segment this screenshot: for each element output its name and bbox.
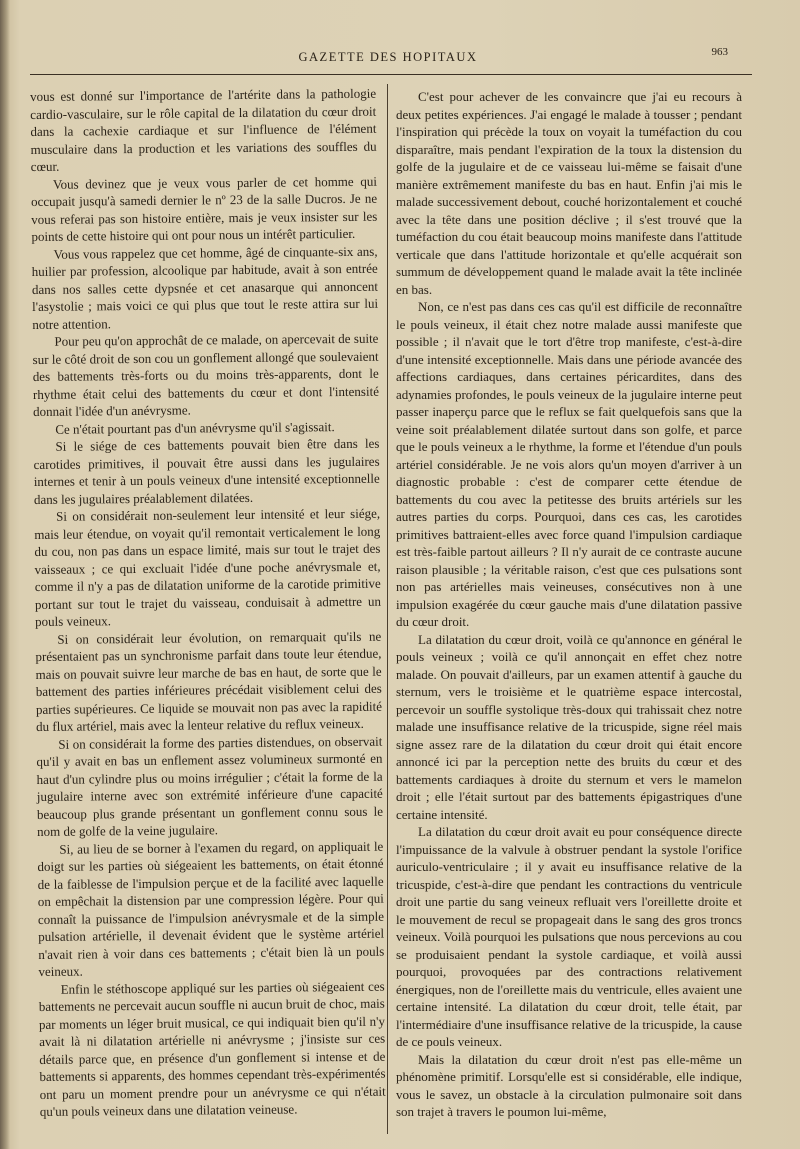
paragraph: Si on considérait la forme des parties distendues, on observait qu'il y avait en bas un enflement assez volumineux surmonté en haut d'un cylindre plus ou moins irrégulier ; c'était la forme de la jugulaire interne avec son extrémité inférieure d'une capacité beaucoup plus grande présentant un gonflement connu sous le nom de golfe de la veine jugulaire.	[36, 733, 384, 839]
paragraph: Si, au lieu de se borner à l'examen du regard, on appliquait le doigt sur les parties où siégeaient les battements, on était étonné de la faiblesse de l'impulsion perçue et de la facilité avec laquelle on empêchait la distension par une compression légère. Pour qui connaît la puissance de l'impulsion anévrysmale et de la simple pulsation artérielle, il devenait évident que le système artériel n'avait rien à voir dans ces battements ; c'était bien là un pouls veineux.	[37, 838, 385, 979]
paragraph: Pour peu qu'on approchât de ce malade, on apercevait de suite sur le côté droit de son cou un gonflement allongé que soulevaient des battements très-forts ou du moins très-apparents, dont le rhythme était celui des battements du cœur et dont l'intensité donnait l'idée d'un anévrysme.	[32, 330, 379, 419]
page-header	[28, 46, 748, 70]
paragraph: vous est donné sur l'importance de l'artérite dans la pathologie cardio-vasculaire, sur le rôle capital de la dilatation du cœur droit dans la cachexie cardiaque et sur l'influence de l'élément musculaire dans la production et les variations des souffles du cœur.	[30, 85, 377, 174]
paragraph: Non, ce n'est pas dans ces cas qu'il est difficile de reconnaître le pouls veineux, il était chez notre malade aussi manifeste que possible ; il n'avait que le tort d'être trop manifeste, c'est-à-dire d'une intensité exceptionnelle. Mais dans une période avancée des affections cardiaques, dans certaines péricardites, dans des adynamies profondes, le pouls veineux de la jugulaire interne peut passer inaperçu parce que le reflux se fait quelquefois sans que la veine soit préalablement dilatée surtout dans son golfe, et parce que le pouls veineux a le rhythme, la forme et l'étendue d'un pouls artériel considérable. Je ne vois alors qu'un moyen d'arriver à un diagnostic probable : c'est de comparer cette étendue de battements du cou avec la petitesse des bruits artériels sur les autres parties du corps. Pourquoi, dans ces cas, les carotides primitives battraient-elles avec force quand l'impulsion cardiaque est très-faible partout ailleurs ? Il n'y aurait de ce contraste aucune raison plausible ; la véritable raison, c'est que ces pulsations sont non pas artérielles mais veineuses, consécutives non à une impulsion exagérée du cœur gauche mais d'une dilatation passive du cœur droit.	[396, 299, 742, 629]
running-title: GAZETTE DES HOPITAUX	[298, 50, 478, 64]
paragraph: Vous devinez que je veux vous parler de cet homme qui occupait jusqu'à samedi dernier le nº 23 de la salle Ducros. Je ne vous referai pas son histoire entière, mais je veux insister sur les points de cette histoire qui ont pour nous un intérêt particulier.	[31, 173, 378, 244]
right-column	[396, 88, 742, 1121]
column-divider	[387, 84, 388, 1134]
paragraph: Ce n'était pourtant pas d'un anévrysme qu'il s'agissait.	[55, 418, 335, 437]
paragraph: Mais la dilatation du cœur droit n'est pas elle-même un phénomène primitif. Lorsqu'elle est si considérable, elle indique, vous le savez, un obstacle à la circulation pulmonaire soit dans son trajet à travers le poumon lui-même,	[396, 1051, 742, 1119]
paragraph: Si on considérait non-seulement leur intensité et leur siége, mais leur étendue, on voyait qu'il remontait verticalement le long du cou, non pas dans un espace limité, mais sur tout le trajet des vaisseaux ; ce qui excluait l'idée d'une poche anévrysmale et, comme il n'y a pas de dilatation uniforme de la carotide primitive portant sur tout le trajet du vaisseau, conduisait à admettre un pouls veineux.	[34, 505, 382, 629]
page-binding-shadow	[0, 0, 10, 1149]
paragraph: Vous vous rappelez que cet homme, âgé de cinquante-six ans, huilier par profession, alcoolique par habitude, avait à son entrée dans nos salles cette dypsnée et cet anasarque qui annoncent l'asystolie ; mais voici ce qui plus que tout le reste attira sur lui notre attention.	[31, 243, 379, 332]
paragraph: La dilatation du cœur droit avait eu pour conséquence directe l'impuissance de la valvule à obstruer pendant la systole l'orifice auriculo-ventriculaire ; il y avait eu insuffisance relative de la tricuspide, c'est-à-dire que pendant les contractions du ventricule droit une partie du sang veineux refluait vers l'oreillette droite et le mouvement de recul se propageait dans le sang des gros troncs veineux. Voilà pourquoi les pulsations que nous percevions au cou se produisaient pendant la systole cardiaque, et voilà aussi pourquoi, provoquées par des contractions relativement énergiques, non de l'oreillette mais du ventricule, elles avaient une certaine intensité. La dilatation du cœur droit, telle était, par l'intermédiaire d'une insuffisance relative de la tricuspide, la cause de ce pouls veineux.	[396, 824, 742, 1049]
page-number: 963	[711, 46, 728, 58]
paragraph: Si le siége de ces battements pouvait bien être dans les carotides primitives, il pouvait être aussi dans les jugulaires internes et tenir à un pouls veineux d'une intensité exceptionnelle dans les jugulaires préalablement dilatées.	[33, 435, 380, 507]
paragraph: Si on considérait leur évolution, on remarquait qu'ils ne présentaient pas un synchronisme parfait dans toute leur étendue, mais on pouvait suivre leur marche de bas en haut, de sorte que le battement des parties inférieures précédait visiblement celui des parties supérieures. Ce liquide se mouvait non pas avec la rapidité du flux artériel, mais avec la lenteur relative du reflux veineux.	[35, 628, 383, 734]
header-rule	[30, 74, 752, 75]
paragraph: Enfin le stéthoscope appliqué sur les parties où siégeaient ces battements ne percevait aucun souffle ni aucun bruit de choc, mais par moments un léger bruit musical, ce qui indiquait bien qu'il n'y avait là ni dilatation artérielle ni anévrysme ; j'insiste sur ces détails parce que, en présence d'un gonflement si intense et de battements si apparents, des hommes cependant très-expérimentés ont paru un moment prendre pour un anévrysme ce qui n'était qu'un pouls veineux dans une dilatation veineuse.	[38, 978, 386, 1119]
paragraph: C'est pour achever de les convaincre que j'ai eu recours à deux petites expériences. J'ai engagé le malade à tousser ; pendant l'inspiration qui précède la toux on voyait la tuméfaction du cou disparaître, mais pendant l'expiration de la toux la distension du golfe de la jugulaire et de ce vaisseau lui-même se faisait d'une manière extrêmement manifeste du bas en haut. Enfin j'ai mis le malade successivement debout, couché horizontalement et couché avec la tête dans une position déclive ; il s'est trouvé que la tuméfaction du cou était beaucoup moins manifeste dans l'attitude verticale que dans l'attitude horizontale et qu'elle acquérait son summum de développement quand le malade avait la tête inclinée en bas.	[396, 89, 742, 297]
left-column	[30, 85, 386, 1121]
paragraph: La dilatation du cœur droit, voilà ce qu'annonce en général le pouls veineux ; voilà ce qu'il annonçait en effet chez notre malade. On pouvait d'ailleurs, par un examen attentif à gauche du sternum, vers le troisième et le quatrième espace intercostal, percevoir un souffle systolique très-doux qui trahissait chez notre malade une insuffisance relative de la tricuspide, signe réel mais signe assez rare de la dilatation du cœur droit qui était encore annoncé ici par la perception nette des bruits du cœur et des battements cardiaques à droite du sternum et vers le mamelon droit ; elle l'était surtout par des battements épigastriques d'une certaine intensité.	[396, 631, 742, 822]
